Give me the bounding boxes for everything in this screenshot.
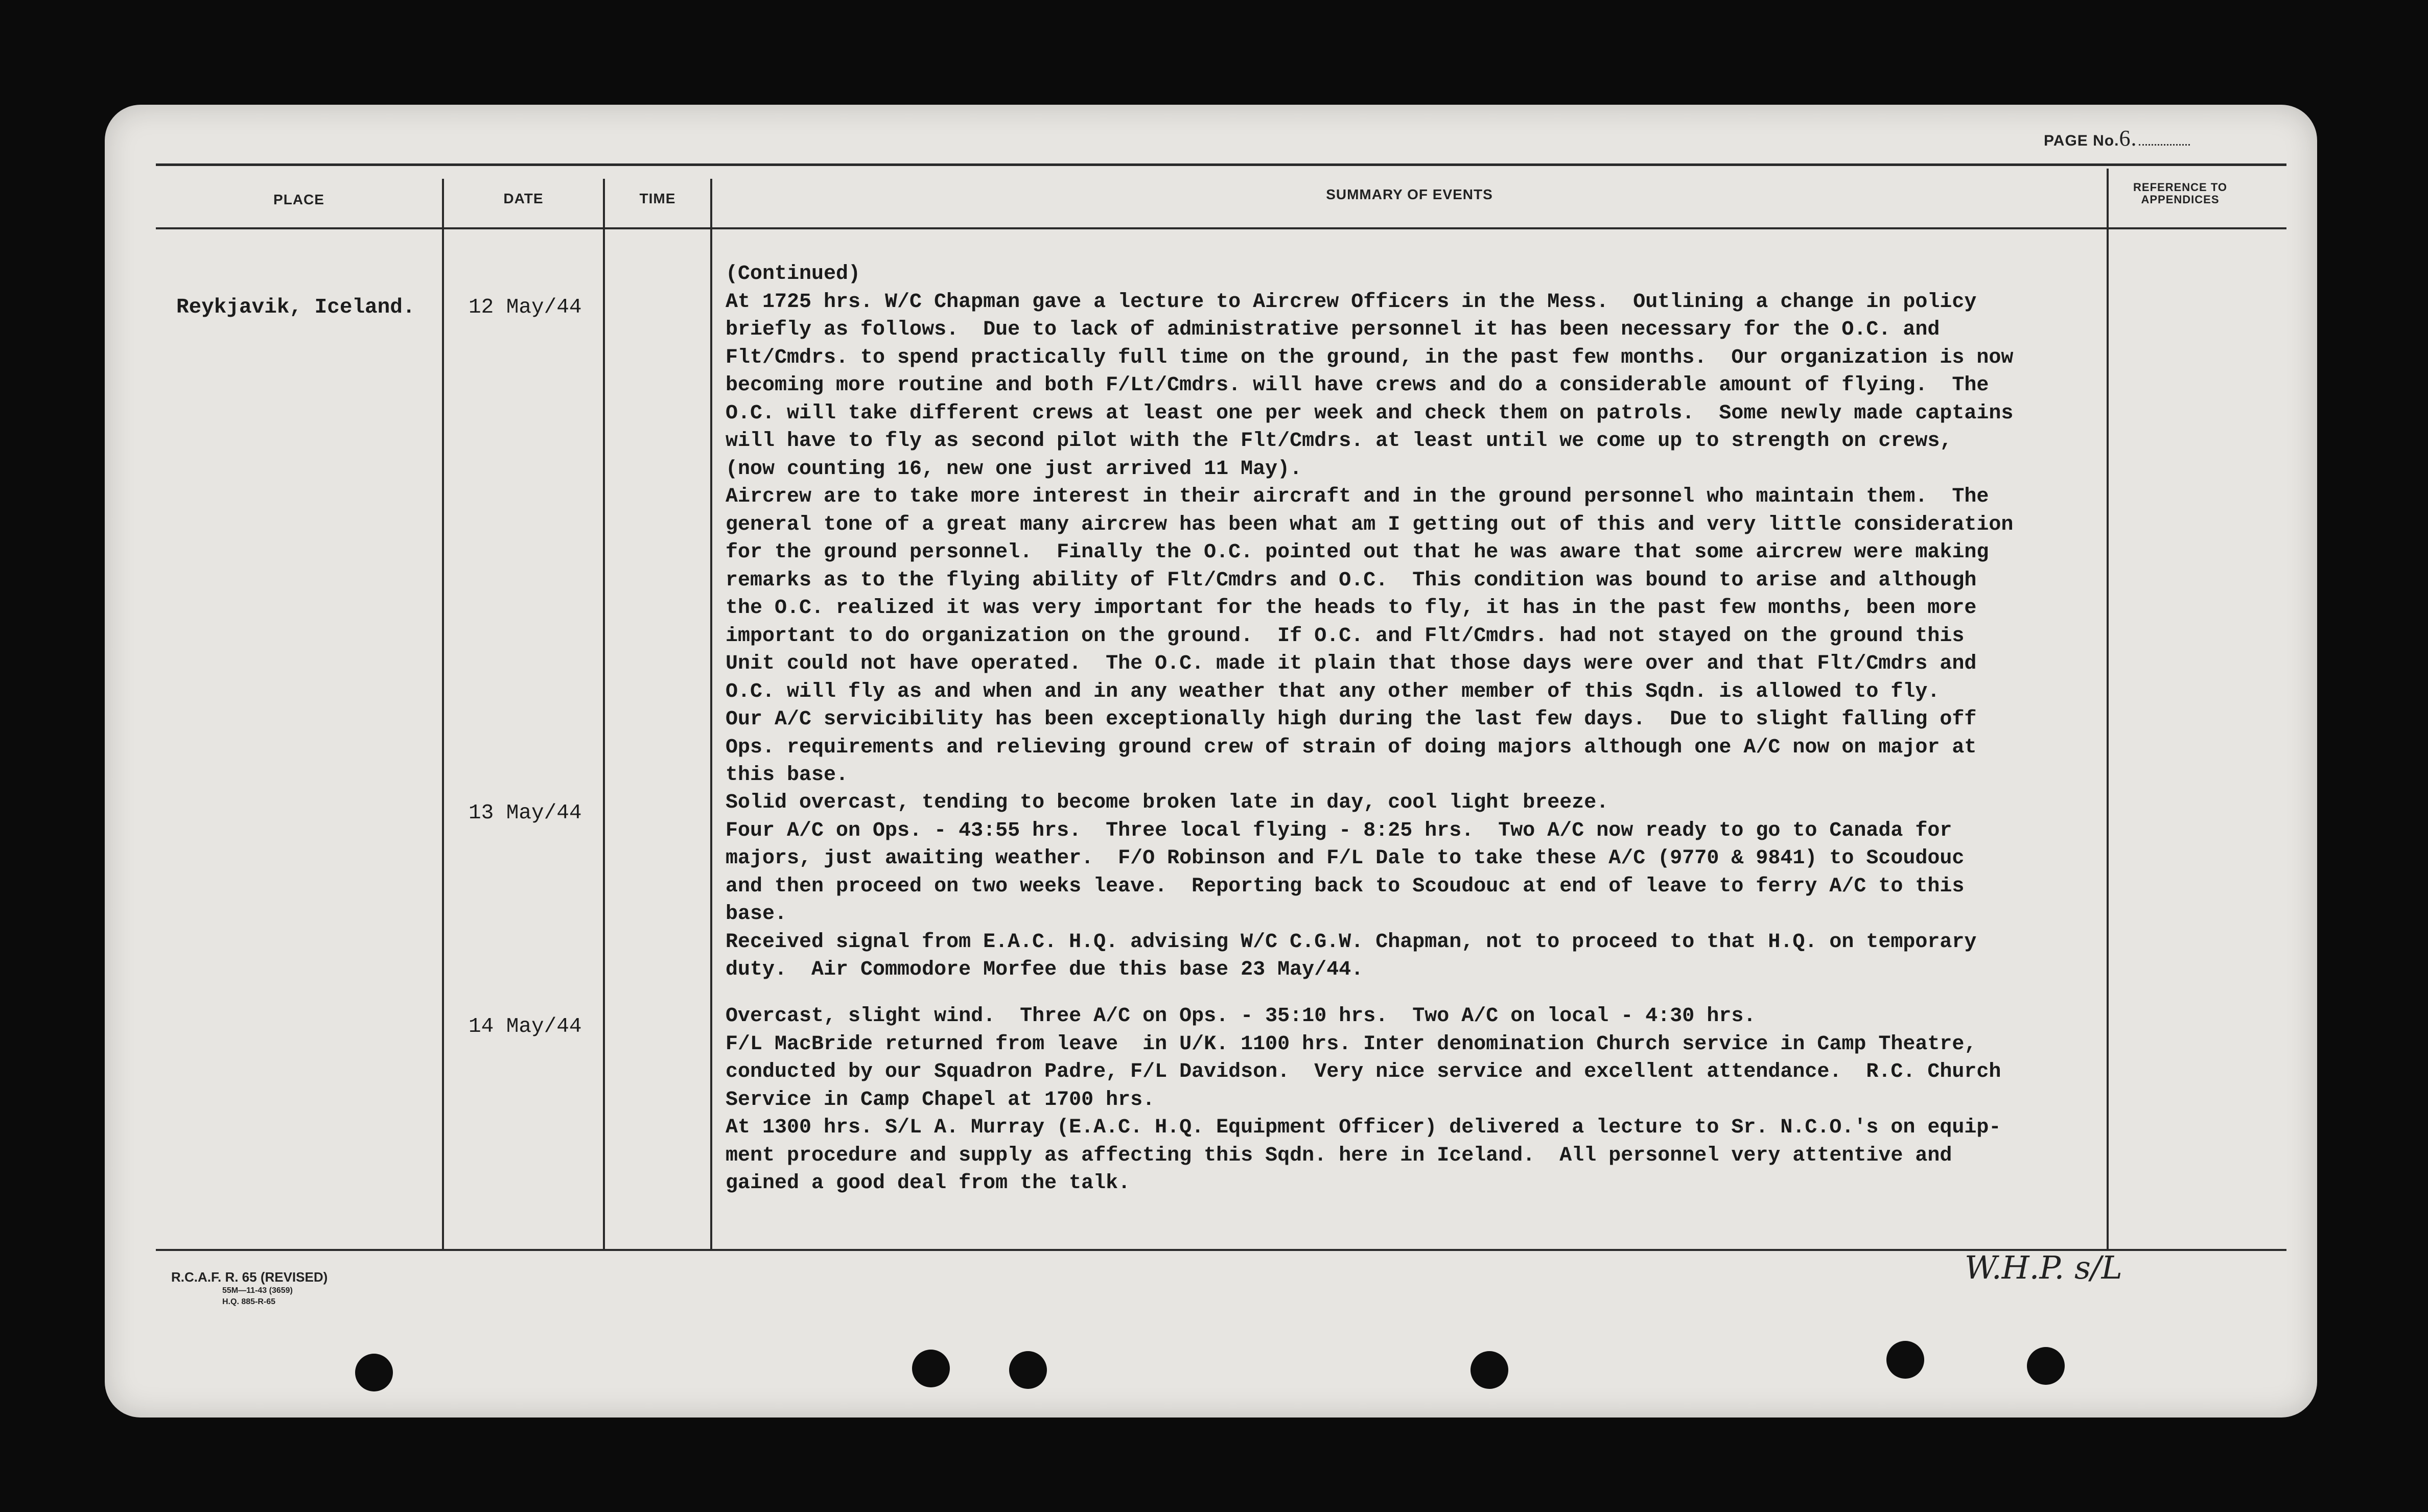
punch-hole xyxy=(1009,1351,1047,1389)
punch-hole xyxy=(1470,1351,1508,1389)
entry-date-12-may: 12 May/44 xyxy=(469,296,582,319)
punch-hole xyxy=(355,1354,393,1391)
summary-line: Our A/C servicibility has been exceptionally high during the last few days. Due to slight falling off xyxy=(726,708,1977,731)
summary-entry-13-may xyxy=(726,789,2207,984)
summary-line: gained a good deal from the talk. xyxy=(726,1172,1131,1195)
summary-line: Four A/C on Ops. - 43:55 hrs. Three local flying - 8:25 hrs. Two A/C now ready to go to Canada for xyxy=(726,819,1952,842)
page-number xyxy=(2044,125,2190,151)
summary-line: Unit could not have operated. The O.C. made it plain that those days were over and that Flt/Cmdrs and xyxy=(726,652,1977,675)
table-top-rule xyxy=(156,163,2286,166)
summary-line: Service in Camp Chapel at 1700 hrs. xyxy=(726,1088,1155,1112)
punch-hole xyxy=(2027,1347,2065,1385)
summary-line: O.C. will take different crews at least one per week and check them on patrols. Some newly made captains xyxy=(726,401,2014,425)
summary-line: F/L MacBride returned from leave in U/K. 1100 hrs. Inter denomination Church service in Camp Theatre, xyxy=(726,1032,1977,1056)
summary-entry-12-may xyxy=(726,261,2207,790)
punch-hole xyxy=(1886,1341,1924,1379)
col-divider-time xyxy=(710,179,712,1249)
page-number-dots xyxy=(2139,144,2190,146)
place-value: Reykjavik, Iceland. xyxy=(176,296,415,319)
page-number-value: 6. xyxy=(2119,126,2137,151)
summary-line: important to do organization on the ground. If O.C. and Flt/Cmdrs. had not stayed on the ground this xyxy=(726,624,1965,648)
summary-line: briefly as follows. Due to lack of administrative personnel it has been necessary for the O.C. and xyxy=(726,318,1940,341)
summary-line: ment procedure and supply as affecting this Sqdn. here in Iceland. All personnel very attentive and xyxy=(726,1144,1952,1167)
summary-line: At 1300 hrs. S/L A. Murray (E.A.C. H.Q. Equipment Officer) delivered a lecture to Sr. N.C.O.'s on equip- xyxy=(726,1116,2001,1139)
summary-line: Aircrew are to take more interest in their aircraft and in the ground personnel who maintain them. The xyxy=(726,485,1989,508)
summary-line: Flt/Cmdrs. to spend practically full time on the ground, in the past few months. Our organization is now xyxy=(726,346,2014,369)
summary-line: the O.C. realized it was very important for the heads to fly, it has in the past few months, been more xyxy=(726,597,1977,620)
summary-line: this base. xyxy=(726,764,849,787)
record-sheet xyxy=(105,105,2317,1418)
summary-line: for the ground personnel. Finally the O.C. pointed out that he was aware that some aircrew were making xyxy=(726,541,1989,564)
summary-line: duty. Air Commodore Morfee due this base 23 May/44. xyxy=(726,958,1364,981)
summary-line: At 1725 hrs. W/C Chapman gave a lecture to Aircrew Officers in the Mess. Outlining a change in policy xyxy=(726,290,1977,314)
header-summary: SUMMARY OF EVENTS xyxy=(1326,186,1493,202)
form-print-code: 55M—11-43 (3659) xyxy=(222,1286,293,1295)
header-place: PLACE xyxy=(273,192,324,207)
header-date: DATE xyxy=(503,191,544,206)
header-time: TIME xyxy=(639,191,676,206)
summary-line: and then proceed on two weeks leave. Reporting back to Scoudouc at end of leave to ferry A/C to this xyxy=(726,875,1965,898)
summary-line: becoming more routine and both F/Lt/Cmdrs. will have crews and do a considerable amount of flying. The xyxy=(726,374,1989,397)
summary-line: Received signal from E.A.C. H.Q. advising W/C C.G.W. Chapman, not to proceed to that H.Q. on temporary xyxy=(726,930,1977,954)
summary-line: will have to fly as second pilot with the Flt/Cmdrs. at least until we come up to strength on crews, xyxy=(726,430,1952,453)
summary-line: remarks as to the flying ability of Flt/Cmdrs and O.C. This condition was bound to arise and although xyxy=(726,569,1977,592)
page-number-label: PAGE No. xyxy=(2044,132,2119,149)
summary-line: general tone of a great many aircrew has been what am I getting out of this and very little consideration xyxy=(726,513,2014,536)
summary-line: (now counting 16, new one just arrived 11 May). xyxy=(726,457,1302,481)
form-identifier xyxy=(171,1269,328,1308)
summary-line: Solid overcast, tending to become broken late in day, cool light breeze. xyxy=(726,791,1609,814)
header-bottom-rule xyxy=(156,227,2286,229)
summary-line: base. xyxy=(726,903,787,926)
entry-date-13-may: 13 May/44 xyxy=(469,801,582,825)
form-hq-code: H.Q. 885-R-65 xyxy=(222,1297,276,1306)
col-divider-place xyxy=(442,179,444,1249)
signature: W.H.P. s/L xyxy=(1965,1249,2122,1286)
summary-line: majors, just awaiting weather. F/O Robinson and F/L Dale to take these A/C (9770 & 9841) to Scoudouc xyxy=(726,847,1965,870)
summary-line: O.C. will fly as and when and in any weather that any other member of this Sqdn. is allowed to fly. xyxy=(726,680,1940,703)
col-divider-date xyxy=(603,179,605,1249)
summary-line: Ops. requirements and relieving ground crew of strain of doing majors although one A/C now on major at xyxy=(726,736,1977,759)
summary-line: (Continued) xyxy=(726,263,861,286)
summary-line: conducted by our Squadron Padre, F/L Davidson. Very nice service and excellent attendance. R.C. Church xyxy=(726,1060,2001,1083)
form-number: R.C.A.F. R. 65 (REVISED) xyxy=(171,1269,328,1285)
entry-date-14-may: 14 May/44 xyxy=(469,1015,582,1038)
summary-entry-14-may xyxy=(726,1003,2207,1198)
header-reference: REFERENCE TO APPENDICES xyxy=(2133,181,2227,206)
punch-hole xyxy=(912,1350,950,1387)
summary-line: Overcast, slight wind. Three A/C on Ops. - 35:10 hrs. Two A/C on local - 4:30 hrs. xyxy=(726,1005,1756,1028)
